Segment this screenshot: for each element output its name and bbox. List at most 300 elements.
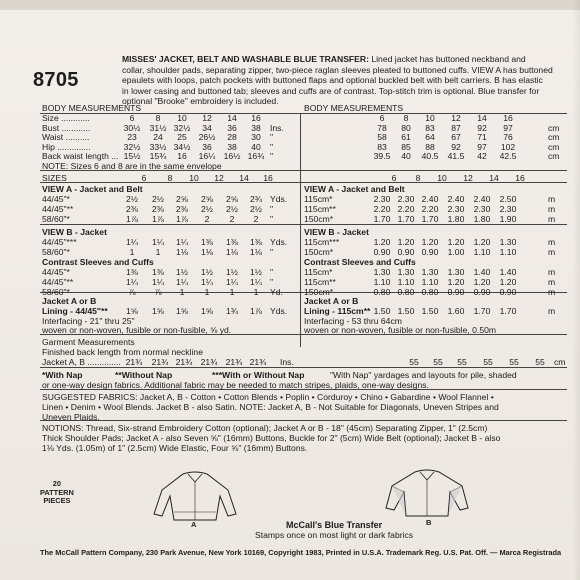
view-a-label: A xyxy=(191,520,197,529)
row-label: 44/45"** xyxy=(42,276,74,287)
unit-label: cm xyxy=(548,151,560,161)
jacket-view-b-sketch xyxy=(382,466,472,526)
table-cell: ⅞ xyxy=(128,286,136,297)
description-line-2: collar, shoulder pads, separating zipper, two-piece raglan sleeves pleated to buttoned cuffs. VIEW A has buttoned xyxy=(122,64,553,75)
table-cell: 42 xyxy=(477,151,487,161)
unit-label: m xyxy=(548,267,556,277)
row-label: 58/60"* xyxy=(42,246,70,257)
table-cell: 21¾ xyxy=(249,357,267,367)
size-header: 8 xyxy=(415,173,421,183)
table-cell: 87 xyxy=(451,122,461,133)
table-cell: 58 xyxy=(377,132,387,142)
table-cell: 1 xyxy=(155,246,161,257)
table-cell: 30 xyxy=(251,132,261,142)
description-line-1-rest: Lined jacket has buttoned neckband and xyxy=(368,54,526,64)
table-cell: 1.20 xyxy=(473,237,491,247)
table-cell: 1⅝ xyxy=(126,306,138,316)
table-cell: 40.5 xyxy=(421,151,439,161)
table-cell: 0.90 xyxy=(473,286,491,297)
table-cell: 83 xyxy=(377,141,387,152)
unit-label: " xyxy=(270,203,274,214)
row-label: 44/45"* xyxy=(42,194,70,204)
table-cell: 1⅜ xyxy=(152,267,164,277)
unit-label: Yds. xyxy=(270,237,288,247)
table-cell: 1.70 xyxy=(373,213,391,224)
table-cell: 78 xyxy=(377,122,387,133)
notions-line-3: 1⅛ Yds. (1.05m) of 1" (2.5cm) Wide Elastic, Four ⅝" (16mm) Buttons. xyxy=(42,443,308,453)
table-cell: 1⅛ xyxy=(176,246,188,257)
table-cell: 1.20 xyxy=(397,237,415,247)
table-cell: 0.80 xyxy=(373,286,391,297)
row-label: Hip .............. xyxy=(42,141,91,152)
pattern-pieces-label xyxy=(40,480,74,506)
size-header: 10 xyxy=(437,173,447,183)
row-label: Bust ............ xyxy=(42,122,91,133)
table-cell: 33½ xyxy=(149,141,167,152)
table-cell: 38 xyxy=(227,141,237,152)
unit-label: " xyxy=(270,132,274,142)
row-label: 150cm* xyxy=(304,246,334,257)
table-cell: 88 xyxy=(425,141,435,152)
unit-label: " xyxy=(270,246,274,257)
pattern-description xyxy=(122,54,567,107)
garment-sub: Finished back length from normal neckline xyxy=(42,347,203,357)
unit-label: Yds. xyxy=(270,194,288,204)
size-header: 14 xyxy=(489,173,499,183)
table-cell: 1.10 xyxy=(499,246,517,257)
table-cell: 21¾ xyxy=(225,357,243,367)
unit-label: " xyxy=(270,141,274,152)
table-cell: 31½ xyxy=(149,122,167,133)
table-cell: 61 xyxy=(401,132,411,142)
row-label: 115cm** xyxy=(304,276,336,287)
unit-label: m xyxy=(548,203,556,214)
table-cell: 1.30 xyxy=(373,267,391,277)
table-cell: 1 xyxy=(253,286,259,297)
table-cell: 1¼ xyxy=(126,276,138,287)
table-cell: 10 xyxy=(425,113,435,123)
table-cell: 2 xyxy=(229,213,235,224)
unit-label: " xyxy=(270,151,274,161)
table-cell: 83 xyxy=(425,122,435,133)
unit-label: Yds. xyxy=(270,306,288,316)
row-label: 150cm* xyxy=(304,286,334,297)
table-cell: 8 xyxy=(155,113,161,123)
row-label: 58/60"* xyxy=(42,286,70,297)
table-cell: 2½ xyxy=(226,203,238,214)
table-cell: 15½ xyxy=(123,151,141,161)
table-cell: 1.70 xyxy=(499,306,517,316)
table-cell: 36 xyxy=(227,122,237,133)
unit-label: Ins. xyxy=(270,122,284,133)
table-cell: 2.20 xyxy=(421,203,439,214)
contrast-heading: Contrast Sleeves and Cuffs xyxy=(42,257,154,267)
table-cell: 34 xyxy=(202,122,212,133)
table-cell: 21¾ xyxy=(151,357,169,367)
table-cell: 16 xyxy=(503,113,513,123)
table-cell: 55 xyxy=(483,357,493,367)
table-cell: 21¾ xyxy=(125,357,143,367)
table-cell: 1.80 xyxy=(473,213,491,224)
table-cell: 41.5 xyxy=(447,151,465,161)
table-cell: 30½ xyxy=(123,122,141,133)
size-header: 8 xyxy=(167,173,173,183)
table-cell: 2.20 xyxy=(373,203,391,214)
blue-transfer-note xyxy=(255,520,413,540)
table-cell: 21¾ xyxy=(175,357,193,367)
table-cell: 0.90 xyxy=(447,286,465,297)
suggested-line-1: SUGGESTED FABRICS: Jacket A, B - Cotton • Cotton Blends • Poplin • Corduroy • Chino • Gabardine • Wool Flannel • xyxy=(42,392,494,402)
table-cell: 1⅞ xyxy=(250,306,262,316)
table-cell: 1⅞ xyxy=(152,213,164,224)
table-cell: 2⅝ xyxy=(201,194,213,204)
table-cell: 1¼ xyxy=(201,276,213,287)
table-cell: 14 xyxy=(477,113,487,123)
row-label: 44/45"*** xyxy=(42,237,77,247)
lining-metric-label: Lining - 115cm** xyxy=(304,306,371,316)
table-cell: 55 xyxy=(457,357,467,367)
table-cell: 12 xyxy=(202,113,212,123)
table-cell: 2½ xyxy=(250,203,262,214)
table-cell: 40 xyxy=(251,141,261,152)
table-cell: 2 xyxy=(204,213,210,224)
table-cell: 2⅝ xyxy=(176,194,188,204)
table-cell: 85 xyxy=(401,141,411,152)
row-label: 150cm* xyxy=(304,213,334,224)
size-header: 10 xyxy=(189,173,199,183)
view-a-metric-heading: VIEW A - Jacket and Belt xyxy=(304,184,405,194)
table-cell: 23 xyxy=(127,132,137,142)
table-cell: 1¾ xyxy=(226,306,238,316)
table-cell: 2.30 xyxy=(397,194,415,204)
table-cell: 2½ xyxy=(126,194,138,204)
table-cell: 1.20 xyxy=(421,237,439,247)
nap-without: **Without Nap xyxy=(115,370,173,380)
size-header: 14 xyxy=(239,173,249,183)
table-cell: 24 xyxy=(153,132,163,142)
table-cell: 6 xyxy=(129,113,135,123)
description-line-3: epaulets with loops, patch pockets with buttoned flaps and optional buckled belt with belt carriers. B has elastic xyxy=(122,75,543,86)
row-label: Size ............ xyxy=(42,113,90,123)
unit-label: " xyxy=(270,213,274,224)
table-cell: 2.50 xyxy=(499,194,517,204)
table-cell: 2½ xyxy=(201,203,213,214)
envelope-shadow xyxy=(572,0,580,580)
pattern-number: 8705 xyxy=(33,69,79,91)
table-cell: 1¼ xyxy=(152,276,164,287)
table-cell: 15¾ xyxy=(149,151,167,161)
row-label: Back waist length ... xyxy=(42,151,119,161)
unit-label: Yd. xyxy=(270,286,283,297)
table-cell: 42.5 xyxy=(499,151,517,161)
table-cell: 2.20 xyxy=(397,203,415,214)
row-label: 115cm*** xyxy=(304,237,340,247)
table-cell: 1.30 xyxy=(421,267,439,277)
row-label: 58/60"* xyxy=(42,213,70,224)
table-cell: 1.30 xyxy=(499,237,517,247)
table-cell: 102 xyxy=(500,141,516,152)
pattern-pieces-line1: PATTERN xyxy=(40,487,74,497)
table-cell: 1.70 xyxy=(473,306,491,316)
suggested-line-2: Linen • Denim • Wool Blends. Jacket B - also Satin. NOTE: Jacket A, B - Not Suitable for Diagonals, Uneven Stripes and xyxy=(42,402,499,412)
table-cell: 6 xyxy=(379,113,385,123)
table-cell: 1.60 xyxy=(447,306,465,316)
description-line-4: in lower casing and buttoned tab; sleeves and cuffs are of contrast. Top-stitch trim is optional. Blue transfer for xyxy=(122,85,540,96)
table-cell: 1.50 xyxy=(397,306,415,316)
unit-label: cm xyxy=(554,357,566,367)
table-cell: 97 xyxy=(503,122,513,133)
table-cell: 1¼ xyxy=(176,276,188,287)
unit-label: m xyxy=(548,237,556,247)
unit-label: m xyxy=(548,306,556,316)
description-title: MISSES' JACKET, BELT AND WASHABLE BLUE TRANSFER: xyxy=(122,54,369,64)
table-cell: 1½ xyxy=(226,267,238,277)
table-cell: 1.10 xyxy=(473,246,491,257)
view-b-heading: VIEW B - Jacket xyxy=(42,227,107,237)
table-cell: 38 xyxy=(251,122,261,133)
table-cell: 2⅜ xyxy=(176,203,188,214)
size-header: 6 xyxy=(391,173,397,183)
table-cell: 1.30 xyxy=(397,267,415,277)
rule-view-b xyxy=(40,224,567,225)
table-cell: 1 xyxy=(204,286,210,297)
unit-label: cm xyxy=(548,132,560,142)
table-cell: 1.10 xyxy=(421,276,439,287)
unit-label: Ins. xyxy=(280,357,294,367)
table-cell: 28 xyxy=(227,132,237,142)
table-cell: 2.40 xyxy=(473,194,491,204)
table-cell: 1.00 xyxy=(447,246,465,257)
table-cell: 1.30 xyxy=(447,267,465,277)
table-cell: 14 xyxy=(227,113,237,123)
table-cell: 1.40 xyxy=(473,267,491,277)
table-cell: 1⅞ xyxy=(126,213,138,224)
nap-note-2: or one-way design fabrics. Additional fabric may be needed to match stripes, plaids, one-way designs. xyxy=(42,380,429,390)
table-cell: 16½ xyxy=(223,151,241,161)
table-cell: 1.50 xyxy=(373,306,391,316)
table-cell: 1¼ xyxy=(176,237,188,247)
table-cell: 2 xyxy=(253,213,259,224)
table-cell: 2.30 xyxy=(473,203,491,214)
table-cell: 2⅜ xyxy=(126,203,138,214)
table-cell: 39.5 xyxy=(373,151,391,161)
table-cell: 10 xyxy=(177,113,187,123)
unit-label: m xyxy=(548,246,556,257)
row-label: 115cm* xyxy=(304,267,333,277)
size-header: 12 xyxy=(463,173,473,183)
notions-line-1: NOTIONS: Thread, Six-strand Embroidery Cotton (optional); Jacket A or B - 18" (45cm) Separating Zipper, 1" (2.5cm) xyxy=(42,423,488,433)
table-cell: 1¼ xyxy=(226,276,238,287)
pattern-pieces-count: 20 xyxy=(52,479,62,488)
table-cell: 36 xyxy=(202,141,212,152)
table-cell: 1.80 xyxy=(447,213,465,224)
table-cell: 55 xyxy=(433,357,443,367)
pattern-pieces-line2: PIECES xyxy=(43,496,71,505)
table-cell: 16 xyxy=(177,151,187,161)
table-cell: 1.20 xyxy=(473,276,491,287)
table-cell: 1 xyxy=(129,246,135,257)
garment-label: Jacket A, B .............. xyxy=(42,357,121,367)
unit-label: cm xyxy=(548,122,560,133)
table-cell: 1⅜ xyxy=(226,237,238,247)
size-header: 16 xyxy=(515,173,525,183)
table-cell: 97 xyxy=(477,141,487,152)
table-cell: 1.10 xyxy=(397,276,415,287)
view-a-heading: VIEW A - Jacket and Belt xyxy=(42,184,143,194)
table-cell: 64 xyxy=(425,132,435,142)
table-cell: 0.80 xyxy=(397,286,415,297)
notions-line-2: Thick Shoulder Pads; Jacket A - also Seven ⅝" (16mm) Buttons, Buckle for 2" (5cm) Wide Belt (optional); Jacket B - also xyxy=(42,433,501,443)
table-cell: 2⅝ xyxy=(226,194,238,204)
lining-metric-heading: Jacket A or B xyxy=(304,296,359,306)
table-cell: 1.10 xyxy=(373,276,391,287)
interfacing-line-2: woven or non-woven, fusible or non-fusible, ⅝ yd. xyxy=(42,325,232,335)
table-cell: ⅞ xyxy=(154,286,162,297)
table-cell: 26½ xyxy=(198,132,216,142)
size-header: 12 xyxy=(214,173,224,183)
table-cell: 1.40 xyxy=(499,267,517,277)
table-cell: 0.90 xyxy=(421,246,439,257)
footer-copyright: The McCall Pattern Company, 230 Park Avenue, New York 10169, Copyright 1983, Printed in U.S.A. Trademark Reg. U.S. Pat. Off. — Marca Registrada xyxy=(40,548,562,557)
table-cell: 55 xyxy=(535,357,545,367)
table-cell: 0.90 xyxy=(499,286,517,297)
description-line-5: optional "Brooke" embroidery is included. xyxy=(122,96,279,107)
size-header: 6 xyxy=(141,173,147,183)
transfer-title: McCall's Blue Transfer xyxy=(285,520,383,530)
unit-label: m xyxy=(548,286,556,297)
table-cell: 34½ xyxy=(173,141,191,152)
table-cell: 1.90 xyxy=(499,213,517,224)
unit-label: " xyxy=(270,267,274,277)
table-cell: 32½ xyxy=(173,122,191,133)
suggested-line-3: Uneven Plaids. xyxy=(42,412,100,422)
description-line-1 xyxy=(122,54,567,65)
table-cell: 1½ xyxy=(176,267,188,277)
row-label: Waist .......... xyxy=(42,132,90,142)
table-cell: 1.20 xyxy=(447,237,465,247)
table-cell: 0.90 xyxy=(397,246,415,257)
rule-view-a xyxy=(40,182,567,183)
garment-heading: Garment Measurements xyxy=(42,337,135,347)
interfacing-metric-line-2: woven or non-woven, fusible or non-fusible, 0.50m xyxy=(304,325,497,335)
table-cell: 92 xyxy=(477,122,487,133)
table-cell: 92 xyxy=(451,141,461,152)
interfacing-line-1: Interfacing - 21" thru 25" xyxy=(42,316,135,326)
table-cell: 1⅜ xyxy=(201,237,213,247)
table-cell: 2.30 xyxy=(373,194,391,204)
table-cell: 2.40 xyxy=(421,194,439,204)
table-cell: 1¼ xyxy=(250,276,262,287)
row-label: 115cm* xyxy=(304,194,333,204)
unit-label: m xyxy=(548,276,556,287)
note-sizes: NOTE: Sizes 6 and 8 are in the same envelope xyxy=(42,161,222,171)
table-cell: 55 xyxy=(409,357,419,367)
table-cell: 32½ xyxy=(123,141,141,152)
table-cell: 2½ xyxy=(152,194,164,204)
table-cell: 1⅝ xyxy=(201,306,213,316)
table-cell: 2¾ xyxy=(250,194,262,204)
table-cell: 0.90 xyxy=(373,246,391,257)
rule-notions xyxy=(40,420,567,421)
row-label: 115cm** xyxy=(304,203,336,214)
table-cell: 1¼ xyxy=(126,237,138,247)
table-cell: 1⅝ xyxy=(152,306,164,316)
table-cell: 12 xyxy=(451,113,461,123)
interfacing-metric-line-1: Interfacing - 53 thru 64cm xyxy=(304,316,402,326)
table-cell: 1⅜ xyxy=(126,267,138,277)
rule-nap xyxy=(40,367,567,368)
table-cell: 1⅛ xyxy=(201,246,213,257)
table-cell: 1.20 xyxy=(499,276,517,287)
table-cell: 16¼ xyxy=(198,151,216,161)
table-cell: 71 xyxy=(477,132,487,142)
unit-label: m xyxy=(548,194,556,204)
contrast-metric-heading: Contrast Sleeves and Cuffs xyxy=(304,257,416,267)
nap-either: ***With or Without Nap xyxy=(212,370,305,380)
table-cell: 0.80 xyxy=(421,286,439,297)
table-cell: 1 xyxy=(229,286,235,297)
table-cell: 2.40 xyxy=(447,194,465,204)
table-cell: 55 xyxy=(509,357,519,367)
table-cell: 1 xyxy=(179,286,185,297)
table-cell: 2.30 xyxy=(499,203,517,214)
envelope-top-edge xyxy=(0,0,580,10)
table-cell: 1⅝ xyxy=(176,306,188,316)
row-label: 44/45"* xyxy=(42,267,70,277)
view-b-label: B xyxy=(426,518,432,527)
sizes-label: SIZES xyxy=(42,173,67,183)
table-cell: 2.30 xyxy=(447,203,465,214)
body-measurements-heading-left: BODY MEASUREMENTS xyxy=(42,103,142,113)
rule-center xyxy=(300,113,301,347)
nap-with: *With Nap xyxy=(42,370,83,380)
table-cell: 21¾ xyxy=(200,357,218,367)
table-cell: 1⅞ xyxy=(176,213,188,224)
table-cell: 80 xyxy=(401,122,411,133)
table-cell: 1.20 xyxy=(373,237,391,247)
table-cell: 1⅛ xyxy=(250,246,262,257)
table-cell: 25 xyxy=(177,132,187,142)
lining-label: Lining - 44/45"** xyxy=(42,306,108,316)
table-cell: 1.50 xyxy=(421,306,439,316)
body-measurements-heading-right: BODY MEASUREMENTS xyxy=(304,103,404,113)
jacket-view-a-sketch xyxy=(150,468,240,528)
table-cell: 1½ xyxy=(201,267,213,277)
table-cell: 1.20 xyxy=(447,276,465,287)
table-cell: 1¼ xyxy=(152,237,164,247)
table-cell: 76 xyxy=(503,132,513,142)
rule-top xyxy=(40,113,567,114)
table-cell: 16 xyxy=(251,113,261,123)
table-cell: 1.70 xyxy=(421,213,439,224)
table-cell: 16¾ xyxy=(247,151,265,161)
transfer-sub: Stamps once on most light or dark fabrics xyxy=(255,530,414,540)
table-cell: 67 xyxy=(451,132,461,142)
table-cell: 8 xyxy=(403,113,409,123)
lining-heading: Jacket A or B xyxy=(42,296,97,306)
table-cell: 1⅜ xyxy=(250,237,262,247)
unit-label: m xyxy=(548,213,556,224)
row-label: 44/45"** xyxy=(42,203,74,214)
unit-label: cm xyxy=(548,141,560,152)
table-cell: 1.70 xyxy=(397,213,415,224)
table-cell: 1⅛ xyxy=(226,246,238,257)
table-cell: 1½ xyxy=(250,267,262,277)
view-b-metric-heading: VIEW B - Jacket xyxy=(304,227,369,237)
unit-label: " xyxy=(270,276,274,287)
table-cell: 2⅜ xyxy=(152,203,164,214)
nap-note-1: "With Nap" yardages and layouts for pile, shaded xyxy=(330,370,517,380)
